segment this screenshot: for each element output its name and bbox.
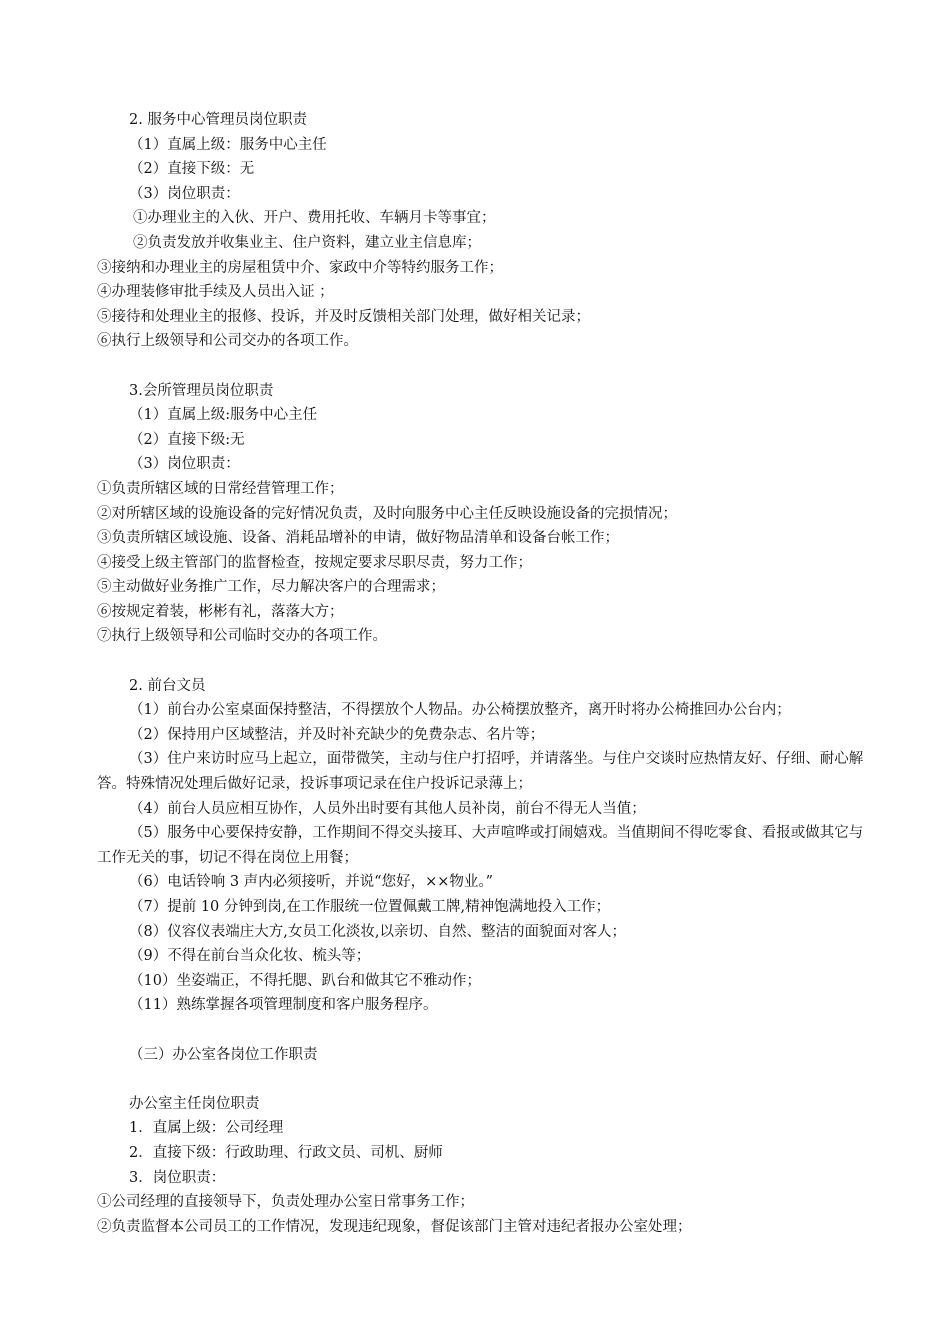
club-admin-item: （1）直属上级:服务中心主任 [129, 407, 318, 424]
front-desk-item: （11）熟练掌握各项管理制度和客户服务程序。 [129, 997, 438, 1014]
office-director-item: 3．岗位职责： [129, 1169, 226, 1186]
front-desk-item: （3）住户来访时应马上起立，面带微笑，主动与住户打招呼，并请落坐。与住户交谈时应热情友好、仔细、耐心解答。特殊情况处理后做好记录，投诉事项记录在住户投诉记录薄上； [97, 751, 864, 793]
club-admin-duty: ⑥按规定着装，彬彬有礼，落落大方； [97, 603, 344, 620]
section-title-service-admin: 2. 服务中心管理员岗位职责 [129, 112, 307, 128]
service-admin-item: （1）直属上级：服务中心主任 [129, 136, 327, 153]
spacer [97, 354, 877, 379]
office-director-item: 1．直属上级：公司经理 [129, 1120, 284, 1137]
section-title-office-director: 办公室主任岗位职责 [129, 1095, 260, 1112]
front-desk-item: （1）前台办公室桌面保持整洁，不得摆放个人物品。办公椅摆放整齐，离开时将办公椅推回办公台内； [129, 702, 791, 719]
front-desk-item: （8）仪容仪表端庄大方,女员工化淡妆,以亲切、自然、整洁的面貌面对客人； [129, 923, 626, 940]
service-admin-duty: ②负责发放并收集业主、住户资料，建立业主信息库； [133, 234, 481, 251]
club-admin-duty: ④接受上级主管部门的监督检查，按规定要求尽职尽责，努力工作； [97, 554, 532, 571]
spacer [97, 1018, 877, 1043]
club-admin-duty: ⑤主动做好业务推广工作，尽力解决客户的合理需求； [97, 579, 445, 596]
service-admin-duty: ④办理装修审批手续及人员出入证 ； [97, 284, 334, 301]
service-admin-item: （3）岗位职责： [129, 185, 240, 202]
service-admin-duty: ⑥执行上级领导和公司交办的各项工作。 [97, 333, 358, 350]
document-body [97, 108, 877, 1239]
spacer [97, 649, 877, 674]
section-title-office: （三）办公室各岗位工作职责 [129, 1046, 318, 1063]
front-desk-item: （5）服务中心要保持安静，工作期间不得交头接耳、大声喧哗或打闹嬉戏。当值期间不得吃零食、看报或做其它与工作无关的事，切记不得在岗位上用餐； [97, 825, 864, 866]
club-admin-duty: ③负责所辖区域设施、设备、消耗品增补的申请，做好物品清单和设备台帐工作； [97, 530, 619, 547]
club-admin-item: （2）直接下级:无 [129, 431, 245, 448]
club-admin-duty: ⑦执行上级领导和公司临时交办的各项工作。 [97, 628, 387, 645]
front-desk-item: （2）保持用户区域整洁，并及时补充缺少的免费杂志、名片等； [129, 726, 545, 743]
front-desk-item: （9）不得在前台当众化妆、梳头等； [129, 948, 371, 965]
service-admin-duty: ⑤接待和处理业主的报修、投诉，并及时反馈相关部门处理，做好相关记录； [97, 308, 590, 325]
service-admin-duty: ③接纳和办理业主的房屋租赁中介、家政中介等特约服务工作； [97, 259, 503, 276]
front-desk-item: （7）提前 10 分钟到岗,在工作服统一位置佩戴工牌,精神饱满地投入工作； [129, 899, 611, 915]
office-director-item: 2．直接下级：行政助理、行政文员、司机、厨师 [129, 1144, 443, 1161]
service-admin-duty: ①办理业主的入伙、开户、费用托收、车辆月卡等事宜； [133, 210, 496, 227]
front-desk-item: （6）电话铃响 3 声内必须接听，并说“您好，××物业。” [129, 874, 494, 891]
service-admin-item: （2）直接下级：无 [129, 161, 255, 178]
front-desk-item: （10）坐姿端正，不得托腮、趴台和做其它不雅动作； [129, 972, 481, 989]
section-title-club-admin: 3.会所管理员岗位职责 [129, 382, 274, 399]
spacer [97, 1067, 877, 1092]
office-director-duty: ①公司经理的直接领导下，负责处理办公室日常事务工作； [97, 1194, 474, 1211]
front-desk-item: （4）前台人员应相互协作，人员外出时要有其他人员补岗，前台不得无人当值； [129, 800, 646, 817]
club-admin-duty: ①负责所辖区域的日常经营管理工作； [97, 480, 344, 497]
section-title-front-desk: 2. 前台文员 [129, 677, 206, 694]
club-admin-item: （3）岗位职责： [129, 456, 240, 473]
club-admin-duty: ②对所辖区域的设施设备的完好情况负责，及时向服务中心主任反映设施设备的完损情况； [97, 505, 677, 522]
office-director-duty: ②负责监督本公司员工的工作情况，发现违纪现象，督促该部门主管对违纪者报办公室处理； [97, 1218, 692, 1235]
